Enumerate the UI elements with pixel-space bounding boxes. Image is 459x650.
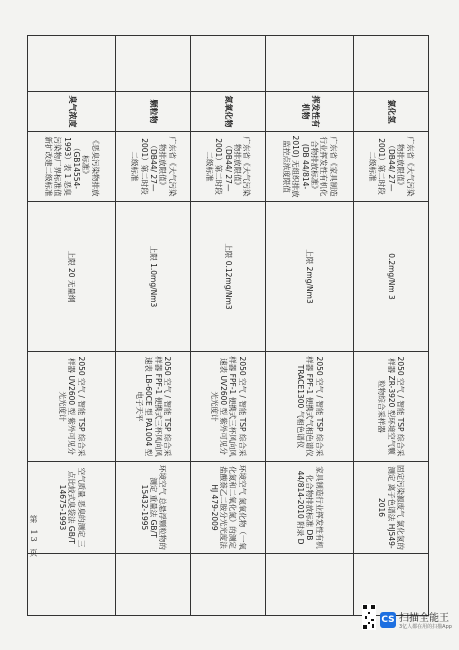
table-cell-blank (191, 36, 266, 92)
table-cell-method: 环境空气 总悬浮颗粒物的测定 重量法 GB/T 15432-1995 (116, 462, 191, 554)
table-cell-pollutant: 颗粒物 (116, 92, 191, 132)
table-cell-limit: 上限 1.0mg/Nm3 (116, 202, 191, 352)
table-cell-standard: 广东省《大气污染物排放限值》（DB44/ 27—2001）第二时段二级标准 (354, 132, 429, 202)
table-cell-blank (116, 554, 191, 616)
page-number: 第 13 页 (29, 515, 38, 559)
table-cell-standard: 广东省《大气污染物排放限值》（DB44/ 27—2001）第二时段二级标准 (116, 132, 191, 202)
table-cell-standard: 《恶臭污染物排放标准》（GB14554-1993）表 1 恶臭污染物厂界标准值 新扩改建二级标准 (28, 132, 116, 202)
table-row (265, 36, 353, 616)
table-cell-blank (265, 36, 353, 92)
table-cell-equipment: 2050 空气 / 智能 TSP 综合采样器 FPF-1 便携式三杯风向风速表 UV2600 型 紫外可见分光光度计 (191, 352, 266, 462)
table-cell-blank (28, 36, 116, 92)
monitoring-standards-table (27, 35, 429, 616)
table-row (28, 36, 116, 616)
brand-tagline: 3亿人都在用的扫描App (399, 624, 452, 630)
camscanner-logo-icon: CS (380, 612, 396, 628)
table-cell-method: 环境空气 氮氧化物（一氧化氮和二氧化氮）的测定 盐酸萘乙二胺分光光度法 HJ 479-2009 (191, 462, 266, 554)
table-cell-equipment: 2050 空气 / 智能 TSP 综合采样器 FPF-1 便携式气相色谱仪 TRACE1300 气相色谱仪 (265, 352, 353, 462)
table-cell-pollutant: 氯化氢 (354, 92, 429, 132)
table-cell-blank (116, 36, 191, 92)
qr-code-icon (362, 604, 376, 630)
table-cell-limit: 上限 20 无量纲 (28, 202, 116, 352)
table-cell-limit: 上限 0.12mg/Nm3 (191, 202, 266, 352)
table-cell-method: 固定污染源废气 氯化氢的测定 离子色谱法 HJ549-2016 (354, 462, 429, 554)
table-cell-blank (354, 36, 429, 92)
table-cell-standard: 广东省《大气污染物排放限值》（DB44/ 27—2001）第二时段二级标准 (191, 132, 266, 202)
table-cell-blank (28, 554, 116, 616)
table-cell-blank (191, 554, 266, 616)
rotated-table-block (27, 35, 429, 615)
brand-name: 扫描全能王 (399, 613, 449, 624)
table-row (191, 36, 266, 616)
table-cell-equipment: 2050 空气 / 智能 TSP 综合采样器 ZR-3920 型环境空气颗粒物综合采样器 (354, 352, 429, 462)
table-cell-equipment: 2050 空气 / 智能 TSP 综合采样器 UV2600 型 紫外可见分光光度计 (28, 352, 116, 462)
table-cell-pollutant: 氮氧化物 (191, 92, 266, 132)
table-cell-limit: 上限 2mg/Nm3 (265, 202, 353, 352)
table-cell-pollutant: 臭气浓度 (28, 92, 116, 132)
table-cell-blank (265, 554, 353, 616)
table-cell-method: 空气质量 恶臭的测定 三点比较式臭袋法 GB/T 14675-1993 (28, 462, 116, 554)
table-cell-equipment: 2050 空气 / 智能 TSP 综合采样器 FPF-1 便携式三杯风向风速表 LB-60CE 型 PA1004 型 电子天平 (116, 352, 191, 462)
table-row (116, 36, 191, 616)
table-cell-standard: 广东省《家具制造行业挥发性有机化合物排放标准》(DB 44/814-2010) 无组织排放监控点浓度限值 (265, 132, 353, 202)
table-cell-method: 家具制造行业挥发性有机化合物排放标准 DB 44/814-2010 附录 D (265, 462, 353, 554)
table-row (354, 36, 429, 616)
table-cell-pollutant: 挥发性有机物 (265, 92, 353, 132)
table-cell-limit: 0.2mg/Nm 3 (354, 202, 429, 352)
